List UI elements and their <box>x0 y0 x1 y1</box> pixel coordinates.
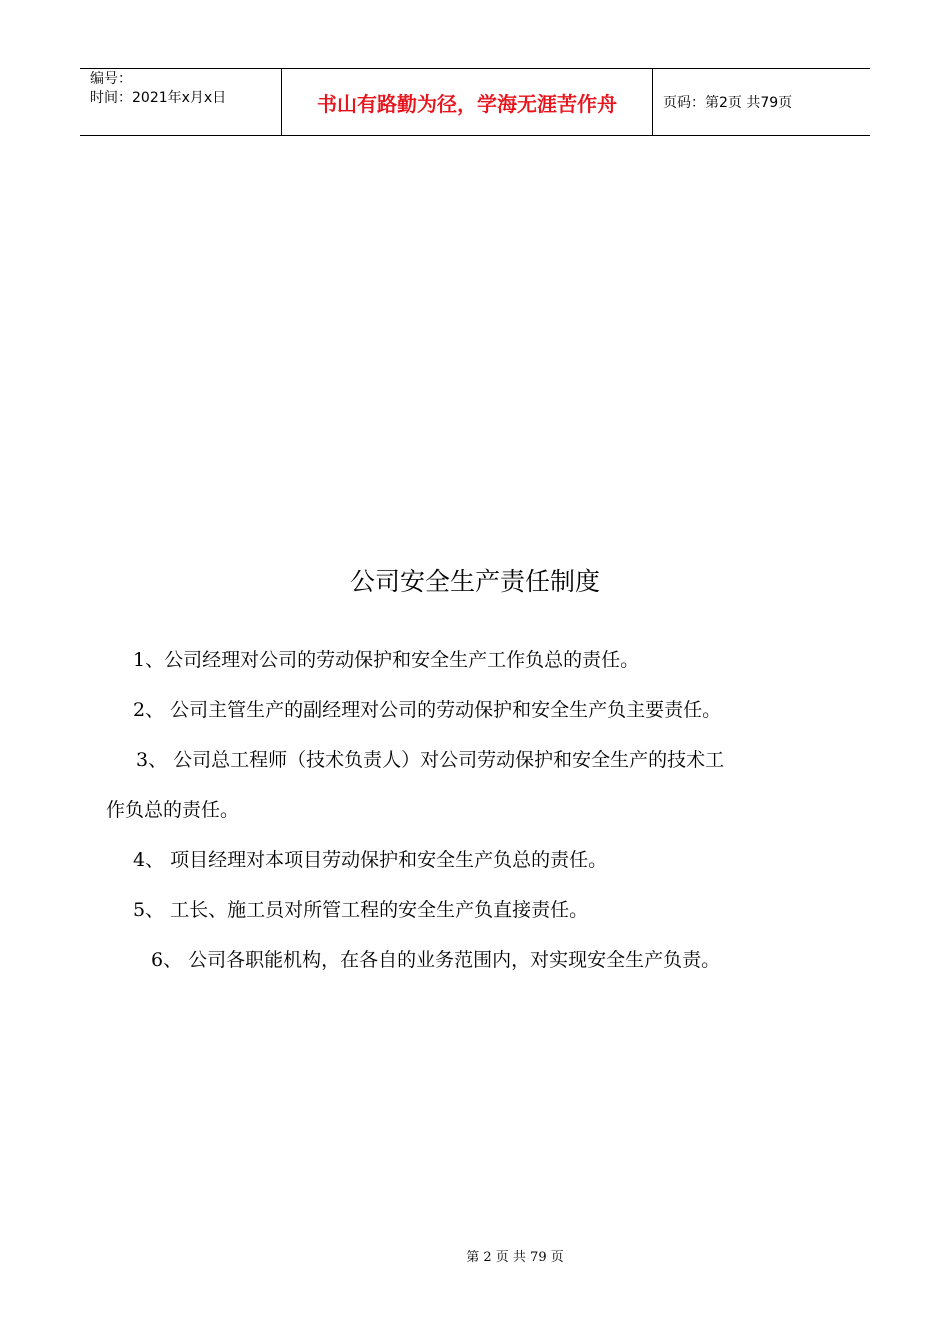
document-title: 公司安全生产责任制度 <box>349 567 600 596</box>
header-motto: 书山有路勤为径，学海无涯苦作舟 <box>281 69 653 135</box>
list-item: 1、公司经理对公司的劳动保护和安全生产工作负总的责任。 <box>133 649 640 671</box>
page-header <box>80 68 870 136</box>
list-item: 5、 工长、施工员对所管工程的安全生产负直接责任。 <box>133 899 589 921</box>
list-item: 2、 公司主管生产的副经理对公司的劳动保护和安全生产负主要责任。 <box>133 699 722 721</box>
page-footer: 第 2 页 共 79 页 <box>466 1250 564 1265</box>
header-meta <box>80 69 281 135</box>
document-number-label: 编号： <box>90 71 132 87</box>
list-item: 6、 公司各职能机构，在各自的业务范围内，对实现安全生产负责。 <box>151 949 721 971</box>
list-item-continuation: 作负总的责任。 <box>106 799 240 821</box>
document-date-label: 时间：2021年x月x日 <box>90 90 227 106</box>
header-page-info: 页码：第2页 共79页 <box>663 95 793 111</box>
list-item: 4、 项目经理对本项目劳动保护和安全生产负总的责任。 <box>133 849 608 871</box>
list-item: 3、 公司总工程师（技术负责人）对公司劳动保护和安全生产的技术工 <box>136 749 725 771</box>
